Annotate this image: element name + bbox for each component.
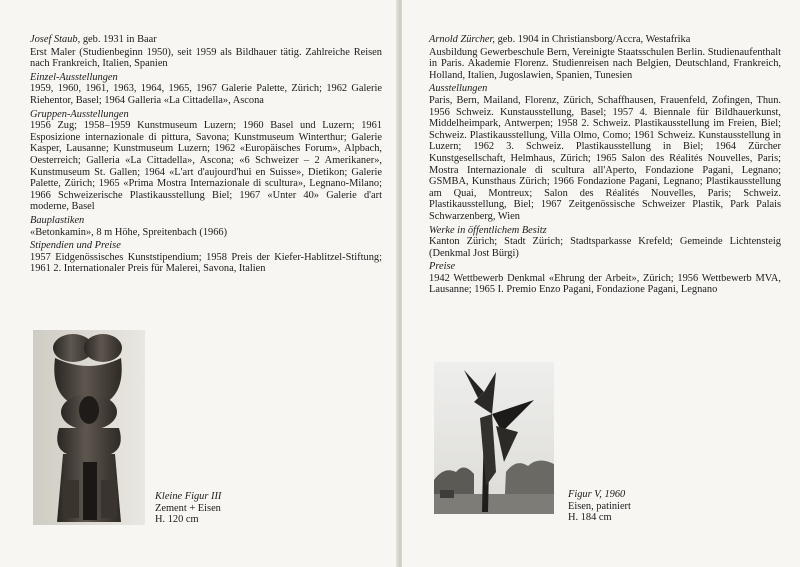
caption-size-figur-v: H. 184 cm bbox=[568, 512, 612, 524]
caption-title-kleine-figur: Kleine Figur III bbox=[155, 491, 222, 502]
caption-figur-v bbox=[568, 489, 631, 524]
heading-preise: Preise bbox=[429, 261, 456, 273]
bio-zuercher: Ausbildung Gewerbeschule Bern, Vereinigte Staatsschulen Berlin. Studienaufenthalt in Paris. Akademie Florenz. Studienreisen nach Belgien, Deutschland, Frankreich, Holland, Italien, Jugoslawien, Spanien, Tunesien bbox=[429, 46, 781, 81]
left-page bbox=[0, 0, 398, 567]
caption-kleine-figur bbox=[155, 491, 221, 526]
ausstellungen-list: Paris, Bern, Mailand, Florenz, Zürich, Schaffhausen, Frauenfeld, Zofingen, Thun. 1956 Schweiz. Kunstausstellung, Basel; 1957 4. Biennale für Bildhauerkunst, Middelheimpark, Antwerpen; 1958 2. Schweiz. Plastikausstellung im Freien, Biel; Schweiz. Plastikausstellung, Villa Olmo, Como; 1961 Schweiz. Kunstausstellung in Luzern; 1962 3. Schweiz. Plastikausstellung in Biel; 1964 Zürcher Kunstgesellschaft, Helmhaus, Zürich; 1965 Salon des Réalités Nouvelles, Paris; Mostra Internazionale di scultura all'Aperto, Fondazione Pagani, Legnano; GSMBA, Kunsthaus Zürich; 1966 Fondazione Pagani, Legnano; Plastikausstellung am Quai, Montreux; Salon des Réalités Nouvelles, Paris; Schweiz. Plastikausstellung, Biel; 1967 Zeitgenössische Schweizer Plastik, Park Palais Schwarzenberg, Wien bbox=[429, 94, 781, 222]
artist-intro-zuercher bbox=[429, 34, 781, 46]
caption-title-figur-v: Figur V, 1960 bbox=[568, 489, 626, 500]
heading-bauplastiken: Bauplastiken bbox=[30, 214, 85, 226]
right-page bbox=[402, 0, 800, 567]
caption-material-kleine-figur: Zement + Eisen bbox=[155, 502, 221, 514]
stipendien-list: 1957 Eidgenössisches Kunststipendium; 1958 Preis der Kiefer-Hablitzel-Stiftung; 1961 2. Internationaler Preis für Malerei, Savona, Italien bbox=[30, 251, 382, 275]
artist-birth-zuercher: geb. 1904 in Christiansborg/Accra, Westafrika bbox=[495, 34, 691, 45]
artist-intro-staub bbox=[30, 34, 382, 46]
heading-gruppen: Gruppen-Ausstellungen bbox=[30, 108, 129, 120]
sculpture-photo-kleine-figur bbox=[33, 330, 145, 525]
caption-size-kleine-figur: H. 120 cm bbox=[155, 514, 199, 526]
preise-list: 1942 Wettbewerb Denkmal «Ehrung der Arbeit», Zürich; 1956 Wettbewerb MVA, Lausanne; 1965 I. Premio Enzo Pagani, Fondazione Pagani, Legnano bbox=[429, 272, 781, 296]
bauplastiken-list: «Betonkamin», 8 m Höhe, Spreitenbach (1966) bbox=[30, 226, 228, 238]
gruppen-list: 1956 Zug; 1958–1959 Kunstmuseum Luzern; 1960 Basel und Luzern; 1961 Esposizione internazionale di pittura, Savona; Kunstmuseum Winterthur; Galerie Kasper, Lausanne; Kunstmuseum Luzern; 1962 «Europäisches Forum», Alpbach, Oesterreich; Galleria «La Cittadella», Ascona; «6 Schweizer – 2 Amerikaner», Kunstmuseum St. Gallen; 1964 «L'art d'aujourd'hui en Suisse», Dietikon; Galerie Palette, Zürich; 1965 «Prima Mostra Internazionale di scultura», Legnano-Milano; 1966 Schweizerische Plastikausstellung Biel; 1967 «Unter 40» Galerie d'art moderne, Basel bbox=[30, 120, 382, 213]
caption-material-figur-v: Eisen, patiniert bbox=[568, 500, 631, 512]
einzel-list: 1959, 1960, 1961, 1963, 1964, 1965, 1967 Galerie Palette, Zürich; 1962 Galerie Riehentor, Basel; 1964 Galleria «La Cittadella», Ascona bbox=[30, 83, 382, 106]
heading-werke: Werke in öffentlichem Besitz bbox=[429, 224, 547, 236]
sculpture-photo-figur-v bbox=[434, 362, 554, 514]
artist-name-staub: Josef Staub, bbox=[30, 34, 81, 45]
sculpture-figur-v-image bbox=[434, 362, 554, 514]
werke-list: Kanton Zürich; Stadt Zürich; Stadtsparkasse Krefeld; Gemeinde Lichtensteig (Denkmal Jost Bürgi) bbox=[429, 236, 781, 259]
bio-staub: Erst Maler (Studienbeginn 1950), seit 1959 als Bildhauer tätig. Zahlreiche Reisen nach Frankreich, Italien, Spanien bbox=[30, 46, 382, 70]
right-text-block bbox=[429, 34, 781, 297]
left-text-block bbox=[30, 34, 382, 276]
artist-name-zuercher: Arnold Zürcher, bbox=[429, 34, 496, 45]
heading-stipendien: Stipendien und Preise bbox=[30, 240, 121, 252]
artist-birth-staub: geb. 1931 in Baar bbox=[80, 34, 157, 45]
heading-einzel: Einzel-Ausstellungen bbox=[30, 71, 118, 83]
sculpture-kleine-figur-image bbox=[33, 330, 145, 525]
heading-ausstellungen: Ausstellungen bbox=[429, 83, 488, 95]
